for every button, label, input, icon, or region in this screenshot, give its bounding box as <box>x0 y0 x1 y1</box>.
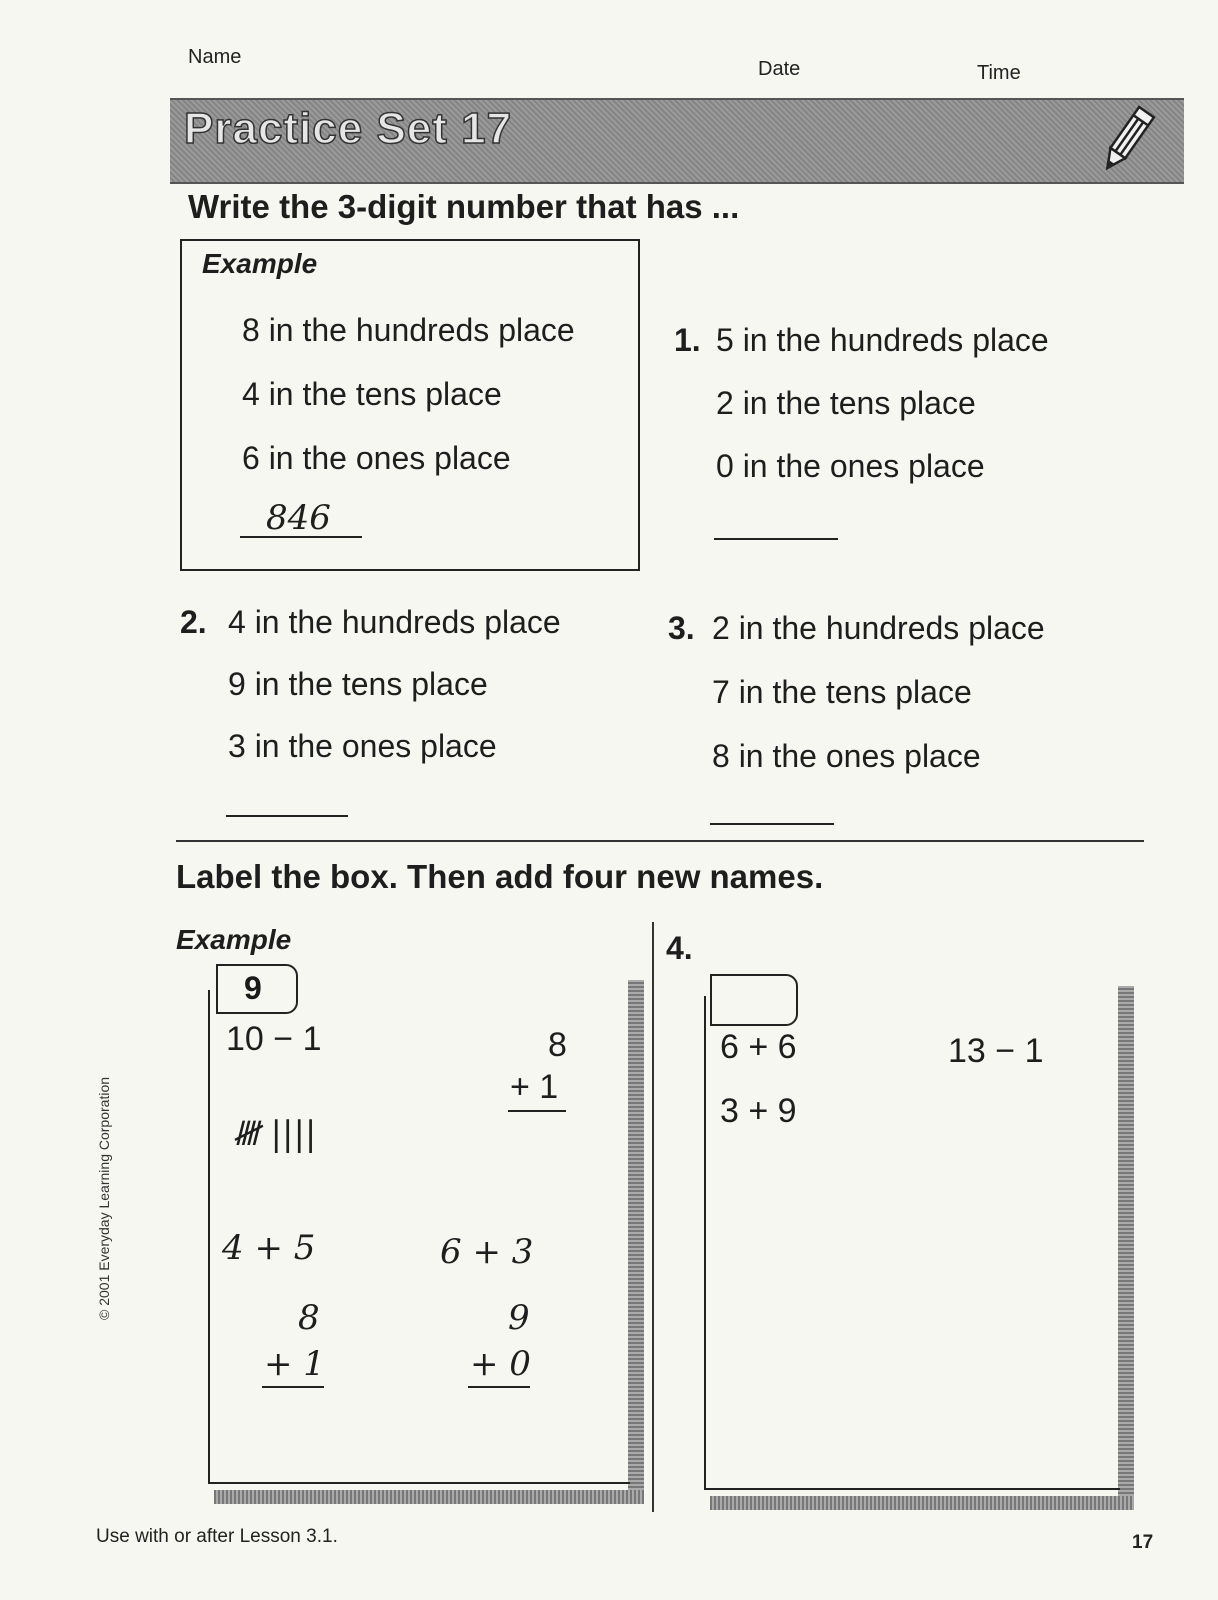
problem4-name-3-plus-9: 3 + 9 <box>720 1092 797 1130</box>
problem2-hundreds-line: 4 in the hundreds place <box>228 604 561 640</box>
problem3-tens-line: 7 in the tens place <box>712 674 972 710</box>
problem2-tens-line: 9 in the tens place <box>228 666 488 702</box>
example-name-9-plus-0-bottom: + 0 <box>470 1344 531 1384</box>
pencil-icon <box>1090 102 1164 178</box>
example-name-6-plus-3: 6 + 3 <box>440 1232 534 1272</box>
example-name-4-plus-5: 4 + 5 <box>222 1228 316 1268</box>
problem2-number: 2. <box>180 604 207 640</box>
problem4-label-box[interactable] <box>710 974 798 1026</box>
problem4-box-shadow-bottom <box>710 1496 1134 1510</box>
name-label: Name <box>188 46 242 68</box>
time-label: Time <box>977 62 1021 84</box>
example-name-8-plus-1-bottom: + 1 <box>510 1068 559 1106</box>
problem3-number: 3. <box>668 610 695 646</box>
date-label: Date <box>758 58 801 80</box>
example-name-8-plus-1-top: 8 <box>548 1026 567 1064</box>
example-name-10-minus-1: 10 − 1 <box>226 1020 322 1058</box>
example-tens-line: 4 in the tens place <box>242 376 502 412</box>
example-name-9-plus-0-top: 9 <box>508 1298 530 1338</box>
problem1-answer-line[interactable] <box>714 538 838 540</box>
problem2-answer-line[interactable] <box>226 815 348 817</box>
section2-instruction: Label the box. Then add four new names. <box>176 858 824 895</box>
problem1-ones-line: 0 in the ones place <box>716 448 985 484</box>
problem3-hundreds-line: 2 in the hundreds place <box>712 610 1045 646</box>
problem3-ones-line: 8 in the ones place <box>712 738 981 774</box>
example-heading: Example <box>202 248 318 279</box>
example-name-8-plus-1-hand-bottom: + 1 <box>264 1344 325 1384</box>
page-number: 17 <box>1132 1532 1154 1553</box>
problem4-box-shadow-right <box>1118 986 1134 1502</box>
problem3-answer-line[interactable] <box>710 823 834 825</box>
column-divider <box>652 922 654 1512</box>
page-title: Practice Set 17 <box>184 104 513 153</box>
problem4-name-box[interactable] <box>704 996 1120 1490</box>
example-name-8-plus-1-hand-top: 8 <box>298 1298 320 1338</box>
problem1-hundreds-line: 5 in the hundreds place <box>716 322 1049 358</box>
section1-instruction: Write the 3-digit number that has ... <box>188 188 740 225</box>
example-hand-sum-line-1 <box>262 1386 324 1388</box>
problem1-tens-line: 2 in the tens place <box>716 385 976 421</box>
problem4-name-6-plus-6: 6 + 6 <box>720 1028 797 1066</box>
section2-example-heading: Example <box>176 924 292 955</box>
example-sum-line <box>508 1110 566 1112</box>
example-answer-line <box>240 536 362 538</box>
problem4-number: 4. <box>666 930 693 966</box>
problem1-number: 1. <box>674 322 701 358</box>
section-divider <box>176 840 1144 842</box>
example-ones-line: 6 in the ones place <box>242 440 511 476</box>
example-box-shadow-right <box>628 980 644 1500</box>
example-tally-marks: 𝍸 |||| <box>232 1114 317 1154</box>
problem4-name-13-minus-1: 13 − 1 <box>948 1032 1044 1070</box>
problem2-ones-line: 3 in the ones place <box>228 728 497 764</box>
example-label-value: 9 <box>244 970 262 1006</box>
example-box-shadow-bottom <box>214 1490 644 1504</box>
title-banner <box>170 98 1184 184</box>
example-hundreds-line: 8 in the hundreds place <box>242 312 575 348</box>
lesson-note: Use with or after Lesson 3.1. <box>96 1526 338 1547</box>
copyright-notice: © 2001 Everyday Learning Corporation <box>96 1076 112 1320</box>
example-answer: 846 <box>266 498 331 538</box>
example-hand-sum-line-2 <box>468 1386 530 1388</box>
example-label-box <box>216 964 298 1014</box>
